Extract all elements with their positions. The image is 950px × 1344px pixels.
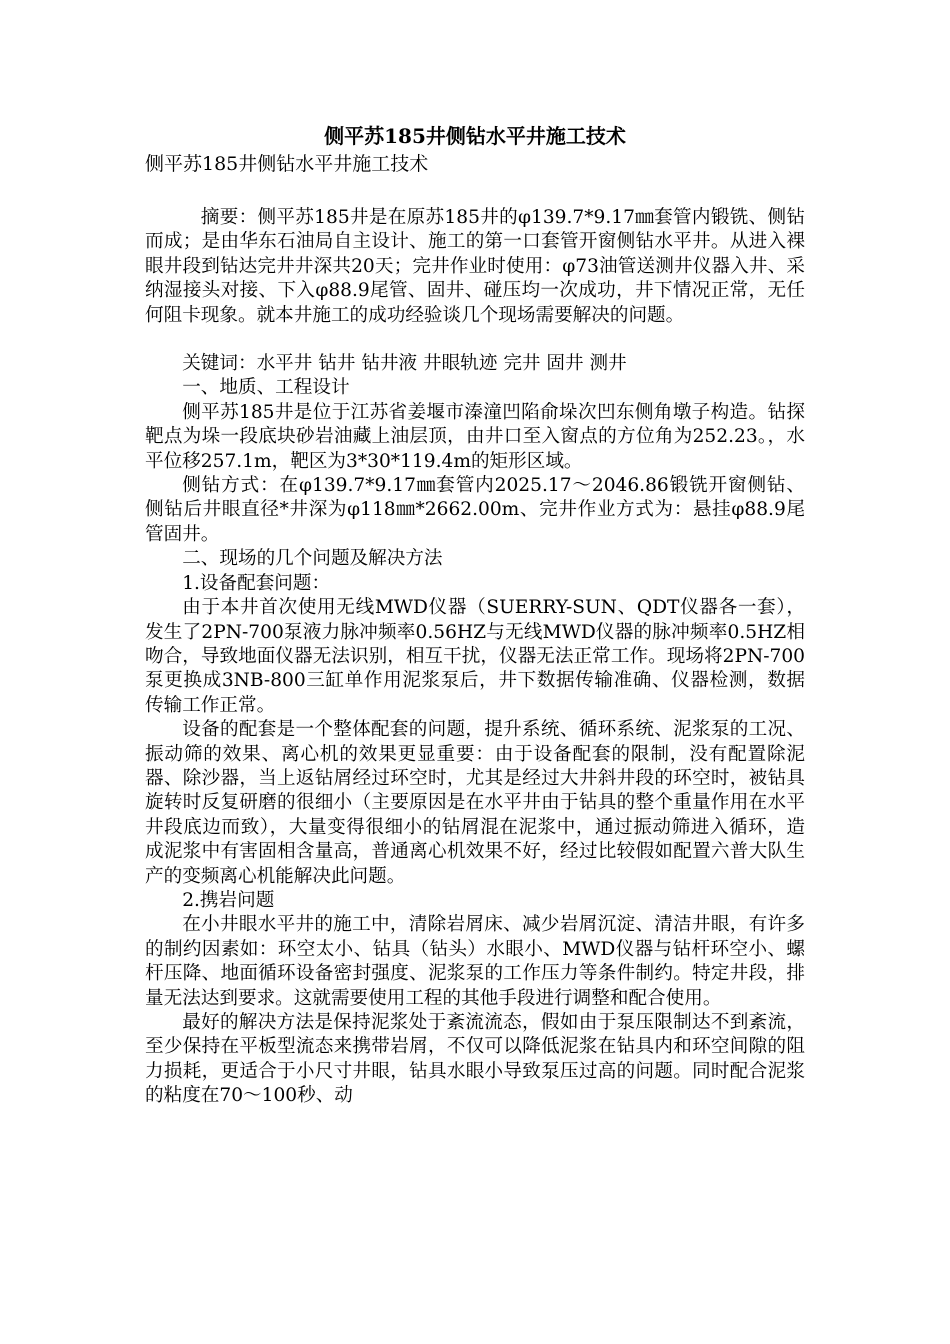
equipment-paragraph-2: 设备的配套是一个整体配套的问题，提升系统、循环系统、泥浆泵的工况、振动筛的效果、离心机的效果更显重要：由于设备配套的限制，没有配置除泥器、除沙器，当上返钻屑经过环空时，尤其是经过大井斜井段的环空时，被钻具旋转时反复研磨的很细小（主要原因是在水平井由于钻具的整个重量作用在水平井段底边而致），大量变得很细小的钻屑混在泥浆中，通过振动筛进入循环，造成泥浆中有害固相含量高，普通离心机效果不好，经过比较假如配置六普大队生产的变频离心机能解决此问题。 (145, 719, 805, 887)
blank-line (145, 178, 805, 206)
subsection-heading-equipment: 1.设备配套问题： (182, 572, 331, 594)
cuttings-paragraph-1: 在小井眼水平井的施工中，清除岩屑床、减少岩屑沉淀、清洁井眼，有许多的制约因素如：环空太小、钻具（钻头）水眼小、MWD仪器与钻杆环空小、螺杆压降、地面循环设备密封强度、泥浆泵的工作压力等条件制约。特定井段，排量无法达到要求。这就需要使用工程的其他手段进行调整和配合使用。 (145, 914, 805, 1009)
abstract-paragraph: 摘要：侧平苏185井是在原苏185井的φ139.7*9.17㎜套管内锻铣、侧钻而成；是由华东石油局自主设计、施工的第一口套管开窗侧钻水平井。从进入裸眼井段到钻达完井井深共20天；完井作业时使用：φ73油管送测井仪器入井、采纳湿接头对接、下入φ88.9尾管、固井、碰压均一次成功，井下情况正常，无任何阻卡现象。就本井施工的成功经验谈几个现场需要解决的问题。 (145, 207, 805, 326)
document-page (145, 122, 805, 1109)
document-subtitle: 侧平苏185井侧钻水平井施工技术 (145, 153, 429, 175)
blank-line (145, 328, 805, 352)
section-heading-problems: 二、现场的几个问题及解决方法 (182, 548, 443, 570)
section1-paragraph-2: 侧钻方式：在φ139.7*9.17㎜套管内2025.17～2046.86锻铣开窗侧钻、侧钻后井眼直径*井深为φ118㎜*2662.00m、完井作业方式为：悬挂φ88.9尾管固井。 (145, 475, 805, 545)
equipment-paragraph-1: 由于本井首次使用无线MWD仪器（SUERRY-SUN、QDT仪器各一套），发生了2PN-700泵液力脉冲频率0.56HZ与无线MWD仪器的脉冲频率0.5HZ相吻合，导致地面仪器无法识别，相互干扰，仪器无法正常工作。现场将2PN-700泵更换成3NB-800三缸单作用泥浆泵后，井下数据传输准确、仪器检测，数据传输工作正常。 (145, 597, 805, 716)
cuttings-paragraph-2: 最好的解决方法是保持泥浆处于紊流流态，假如由于泵压限制达不到紊流，至少保持在平板型流态来携带岩屑，不仅可以降低泥浆在钻具内和环空间隙的阻力损耗，更适合于小尺寸井眼，钻具水眼小导致泵压过高的问题。同时配合泥浆的粘度在70～100秒、动 (145, 1012, 805, 1107)
section-heading-geology: 一、地质、工程设计 (182, 377, 350, 399)
section1-paragraph-1: 侧平苏185井是位于江苏省姜堰市溱潼凹陷俞垛次凹东侧角墩子构造。钻探靶点为垛一段底块砂岩油藏上油层顶，由井口至入窗点的方位角为252.23。，水平位移257.1m，靶区为3*30*119.4m的矩形区域。 (145, 401, 805, 472)
document-title: 侧平苏185井侧钻水平井施工技术 (324, 124, 626, 148)
keywords-line: 关键词：水平井 钻井 钻井液 井眼轨迹 完井 固井 测井 (182, 353, 627, 375)
subsection-heading-cuttings: 2.携岩问题 (182, 889, 275, 911)
